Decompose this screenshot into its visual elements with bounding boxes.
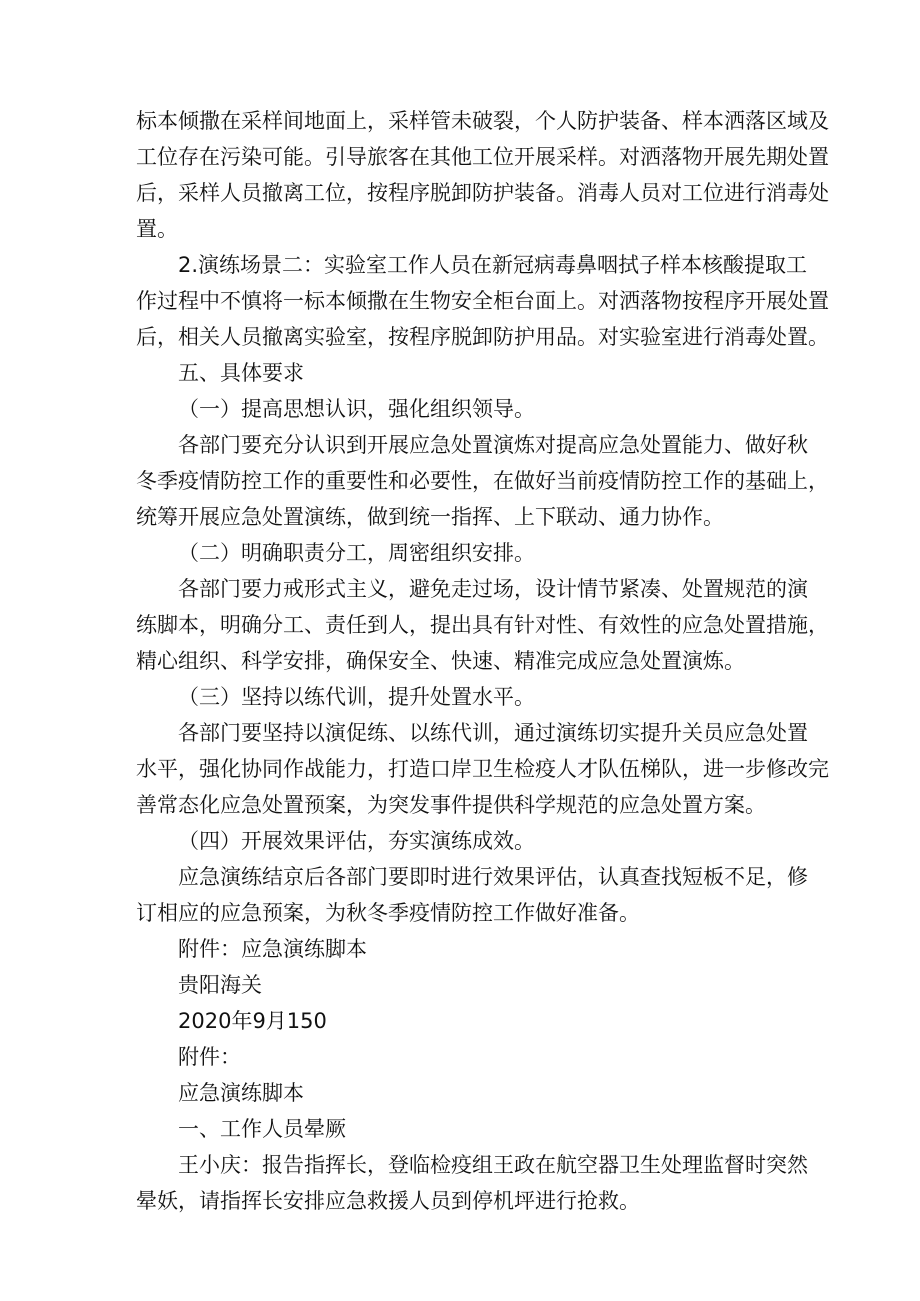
attachment-title: 应急演练脚本 (178, 1081, 304, 1105)
issue-date: 2020年9月150 (178, 1009, 327, 1033)
paragraph-line: 精心组织、科学安排，确保安全、快速、精准完成应急处置演炼。 (136, 649, 745, 673)
paragraph-line: 王小庆：报告指挥长，登临检疫组王政在航空器卫生处理监督时突然 (178, 1153, 808, 1177)
paragraph-line: 工位存在污染可能。引导旅客在其他工位开展采样。对洒落物开展先期处置 (136, 145, 829, 169)
section-heading: 五、具体要求 (178, 361, 304, 385)
subsection-heading: （二）明确职责分工，周密组织安排。 (178, 541, 535, 565)
paragraph-line: 冬季疫情防控工作的重要性和必要性，在做好当前疫情防控工作的基础上， (136, 469, 829, 493)
paragraph-line: 练脚本，明确分工、责任到人，提出具有针对性、有效性的应急处置措施， (136, 613, 829, 637)
paragraph-line: 2.演练场景二：实验室工作人员在新冠病毒鼻咽拭子样本核酸提取工 (178, 253, 808, 277)
paragraph-line: 作过程中不慎将一标本倾撒在生物安全柜台面上。对洒落物按程序开展处置 (136, 289, 829, 313)
attachment-label: 附件： (178, 1045, 241, 1069)
paragraph-line: 应急演练结京后各部门要即时进行效果评估，认真查找短板不足，修 (178, 865, 808, 889)
paragraph-line: 各部门要坚持以演促练、以练代训，通过演练切实提升关员应急处置 (178, 721, 808, 745)
paragraph-line: 善常态化应急处置预案，为突发事件提供科学规范的应急处置方案。 (136, 793, 766, 817)
issuer-name: 贵阳海关 (178, 973, 262, 997)
paragraph-line: 订相应的应急预案，为秋冬季疫情防控工作做好准备。 (136, 901, 640, 925)
subsection-heading: （四）开展效果评估，夯实演练成效。 (178, 829, 535, 853)
paragraph-line: 水平，强化协同作战能力，打造口岸卫生检疫人才队伍梯队，进一步修改完 (136, 757, 829, 781)
paragraph-line: 标本倾撒在采样间地面上，采样管未破裂，个人防护装备、样本洒落区域及 (136, 109, 829, 133)
paragraph-line: 置。 (136, 217, 178, 241)
paragraph-line: 各部门要力戒形式主义，避免走过场，设计情节紧凑、处置规范的演 (178, 577, 808, 601)
paragraph-line: 晕妖，请指挥长安排应急救援人员到停机坪进行抢救。 (136, 1189, 640, 1213)
attachment-note: 附件：应急演练脚本 (178, 937, 367, 961)
paragraph-line: 统筹开展应急处置演练，做到统一指挥、上下联动、通力协作。 (136, 505, 724, 529)
section-heading: 一、工作人员晕厥 (178, 1117, 346, 1141)
paragraph-line: 后，相关人员撤离实验室，按程序脱卸防护用品。对实验室进行消毒处置。 (136, 325, 829, 349)
paragraph-line: 各部门要充分认识到开展应急处置演炼对提高应急处置能力、做好秋 (178, 433, 808, 457)
subsection-heading: （一）提高思想认识，强化组织领导。 (178, 397, 535, 421)
paragraph-line: 后，采样人员撤离工位，按程序脱卸防护装备。消毒人员对工位进行消毒处 (136, 181, 829, 205)
subsection-heading: （三）坚持以练代训，提升处置水平。 (178, 685, 535, 709)
